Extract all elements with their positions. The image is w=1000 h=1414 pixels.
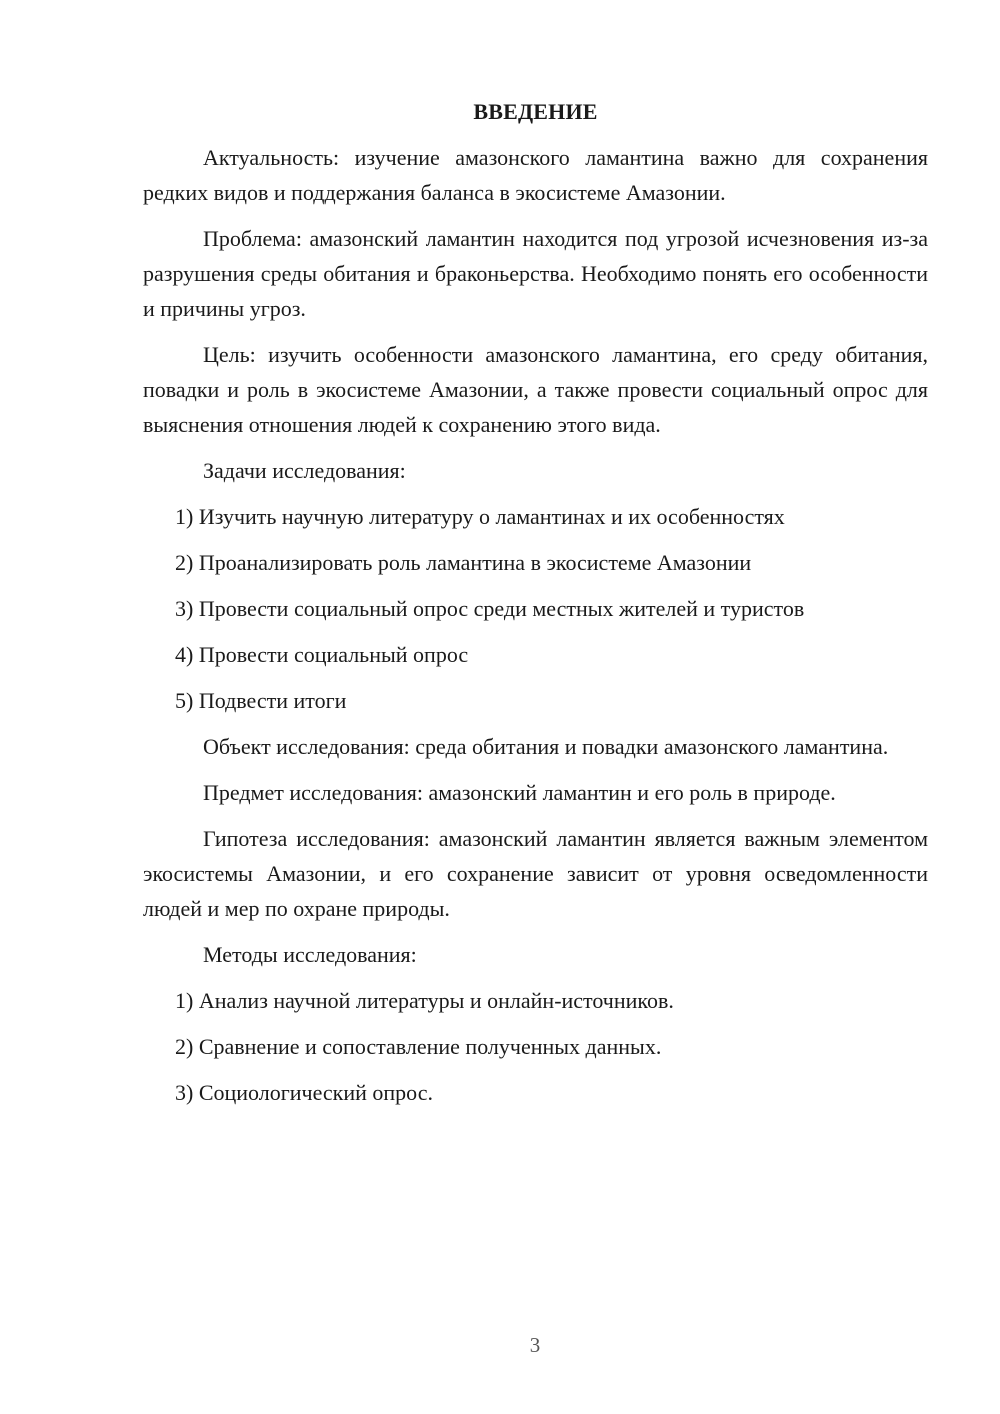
page-content (143, 94, 928, 1121)
task-item: 5) Подвести итоги (175, 688, 347, 713)
section-heading: ВВЕДЕНИЕ (473, 99, 598, 124)
object-paragraph: Объект исследования: среда обитания и повадки амазонского ламантина. (203, 734, 889, 759)
task-item: 2) Проанализировать роль ламантина в экосистеме Амазонии (175, 550, 752, 575)
problem-paragraph: Проблема: амазонский ламантин находится под угрозой исчезновения из-за разрушения среды обитания и браконьерства. Необходимо понять его особенности и причины угроз. (143, 226, 928, 321)
task-item: 3) Провести социальный опрос среди местных жителей и туристов (175, 596, 805, 621)
method-item: 2) Сравнение и сопоставление полученных данных. (175, 1034, 662, 1059)
subject-paragraph: Предмет исследования: амазонский ламантин и его роль в природе. (203, 780, 836, 805)
relevance-paragraph: Актуальность: изучение амазонского ламантина важно для сохранения редких видов и поддержания баланса в экосистеме Амазонии. (143, 145, 928, 205)
tasks-title: Задачи исследования: (203, 458, 406, 483)
task-item: 1) Изучить научную литературу о ламантинах и их особенностях (175, 504, 785, 529)
method-item: 1) Анализ научной литературы и онлайн-источников. (175, 988, 674, 1013)
goal-paragraph: Цель: изучить особенности амазонского ламантина, его среду обитания, повадки и роль в экосистеме Амазонии, а также провести социальный опрос для выяснения отношения людей к сохранению этого вида. (143, 342, 928, 437)
methods-title: Методы исследования: (203, 942, 417, 967)
page-number: 3 (529, 1333, 541, 1357)
method-item: 3) Социологический опрос. (175, 1080, 433, 1105)
task-item: 4) Провести социальный опрос (175, 642, 469, 667)
hypothesis-paragraph: Гипотеза исследования: амазонский ламантин является важным элементом экосистемы Амазонии, и его сохранение зависит от уровня осведомленности людей и мер по охране природы. (143, 826, 928, 921)
